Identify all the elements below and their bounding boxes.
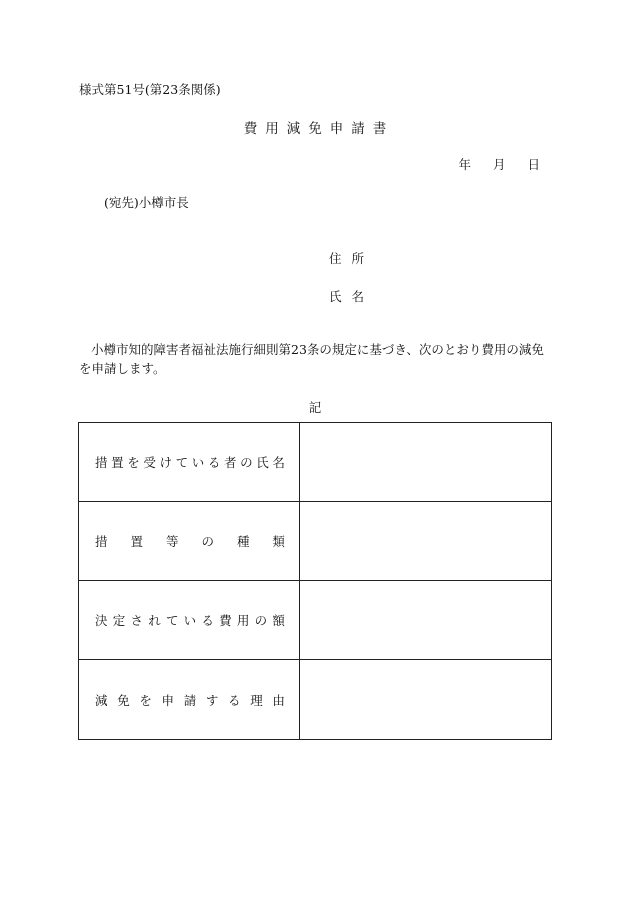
row-label-text: 決 定 さ れ て い る 費 用 の 額 [95,613,285,628]
application-table [78,422,552,740]
date-day-label: 日 [527,157,540,172]
form-title: 費用減免申請書 [243,121,395,137]
row-label-reduction-reason [79,660,300,739]
row-label-fee-amount [79,581,300,660]
row-value-recipient-name[interactable] [300,423,551,502]
row-label-recipient-name [79,423,300,502]
date-month-label: 月 [492,157,506,172]
row-label-measure-type [79,502,300,581]
row-label-text: 減 免 を 申 請 す る 理 由 [95,692,285,708]
form-number: 様式第51号(第23条関係) [79,82,221,97]
date-line [458,155,540,173]
row-label-text: 措 置 を 受 け て い る 者 の 氏 名 [95,455,285,470]
addressee: (宛先)小樽市長 [104,195,189,210]
applicant-address-label: 住所 [329,251,375,266]
row-label-text: 措 置 等 の 種 類 [95,534,285,549]
row-value-fee-amount[interactable] [300,581,551,660]
application-statement: 小樽市知的障害者福祉法施行細則第23条の規定に基づき、次のとおり費用の減免を申請します。 [79,342,544,376]
date-year-label: 年 [458,157,471,172]
row-value-reduction-reason[interactable] [300,660,551,739]
row-value-measure-type[interactable] [300,502,551,581]
applicant-name-label: 氏名 [329,289,375,304]
ki-heading: 記 [308,400,322,415]
